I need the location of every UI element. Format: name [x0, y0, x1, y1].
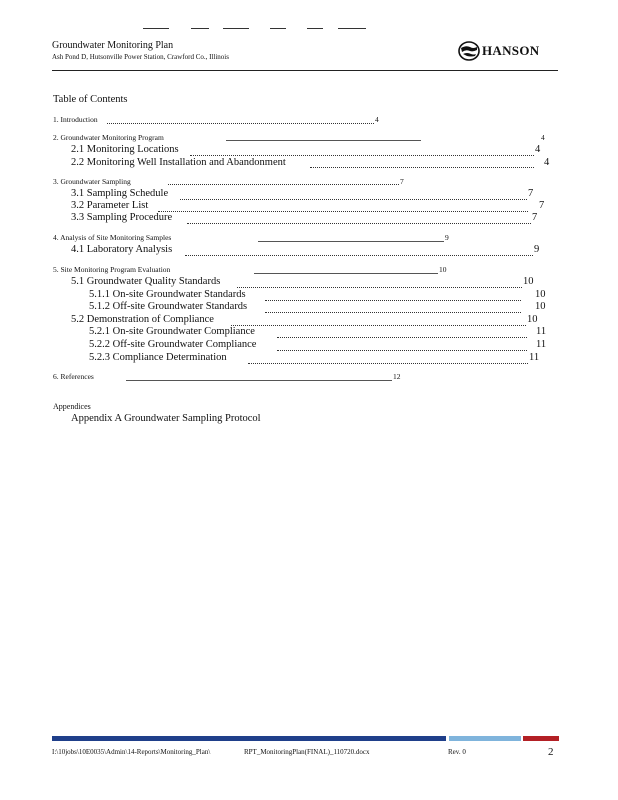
footer-revision: Rev. 0: [448, 748, 466, 756]
toc-entry-page: 9: [445, 233, 449, 242]
toc-entry-page: 7: [400, 177, 404, 186]
toc-entry-label[interactable]: 3.2 Parameter List: [71, 200, 149, 211]
toc-entry-page: 9: [534, 244, 540, 255]
toc-leader: [265, 300, 521, 301]
toc-entry-page: 10: [523, 276, 534, 287]
toc-entry-page: 4: [375, 115, 379, 124]
toc-entry-page: 10: [439, 265, 447, 274]
toc-entry-label[interactable]: 5.2 Demonstration of Compliance: [71, 314, 214, 325]
appendix-item[interactable]: Appendix A Groundwater Sampling Protocol: [71, 413, 261, 424]
footer-bar-red: [523, 736, 559, 741]
globe-icon: [458, 41, 480, 61]
toc-leader: [158, 211, 528, 212]
toc-entry-page: 11: [529, 352, 540, 363]
page-number: 2: [548, 746, 554, 758]
toc-leader: [277, 337, 527, 338]
header-rule: [52, 70, 558, 71]
toc-leader: [168, 184, 399, 185]
toc-leader: [248, 363, 528, 364]
toc-entry-page: 4: [535, 144, 541, 155]
toc-entry-label[interactable]: 1. Introduction: [53, 115, 98, 124]
toc-entry-label[interactable]: 5.1 Groundwater Quality Standards: [71, 276, 221, 287]
toc-entry-page: 7: [539, 200, 545, 211]
toc-leader: [231, 325, 526, 326]
footer-path: I:\10jobs\10E0035\Admin\14-Reports\Monitoring_Plan\: [52, 748, 211, 756]
toc-leader: [277, 350, 527, 351]
footer-bar-navy: [52, 736, 446, 741]
toc-entry-label[interactable]: 5.2.3 Compliance Determination: [89, 352, 227, 363]
appendices-heading: Appendices: [53, 402, 91, 411]
toc-entry-page: 4: [541, 133, 545, 142]
header-remnant: [270, 28, 286, 29]
header-remnant: [307, 28, 323, 29]
toc-entry-page: 4: [544, 157, 550, 168]
toc-entry-label[interactable]: 6. References: [53, 372, 94, 381]
toc-heading: Table of Contents: [53, 94, 128, 105]
toc-entry-page: 12: [393, 372, 401, 381]
toc-leader: [126, 380, 392, 381]
toc-entry-label[interactable]: 5.2.2 Off-site Groundwater Compliance: [89, 339, 257, 350]
document-subtitle: Ash Pond D, Hutsonville Power Station, Crawford Co., Illinois: [52, 53, 229, 61]
logo-wordmark: HANSON: [482, 43, 540, 58]
toc-leader: [310, 167, 534, 168]
toc-entry-label[interactable]: 5.1.2 Off-site Groundwater Standards: [89, 301, 248, 312]
toc-entry-label[interactable]: 5.2.1 On-site Groundwater Compliance: [89, 326, 255, 337]
document-title: Groundwater Monitoring Plan: [52, 40, 174, 51]
toc-leader: [254, 273, 438, 274]
toc-entry-label[interactable]: 3.1 Sampling Schedule: [71, 188, 169, 199]
toc-entry-page: 7: [532, 212, 538, 223]
toc-entry-page: 10: [527, 314, 538, 325]
toc-entry-page: 11: [536, 326, 547, 337]
toc-entry-page: 7: [528, 188, 534, 199]
header-remnant: [143, 28, 169, 29]
toc-leader: [187, 223, 531, 224]
toc-leader: [185, 255, 533, 256]
toc-leader: [265, 312, 521, 313]
toc-entry-label[interactable]: 4. Analysis of Site Monitoring Samples: [53, 233, 172, 242]
toc-entry-page: 10: [535, 289, 546, 300]
toc-leader: [180, 199, 527, 200]
toc-leader: [226, 140, 421, 141]
toc-leader: [237, 287, 522, 288]
toc-entry-label[interactable]: 2.2 Monitoring Well Installation and Abandonment: [71, 157, 286, 168]
footer-filename: RPT_MonitoringPlan(FINAL)_110720.docx: [244, 748, 370, 756]
toc-entry-label[interactable]: 5.1.1 On-site Groundwater Standards: [89, 289, 246, 300]
toc-leader: [258, 241, 444, 242]
header-remnant: [223, 28, 249, 29]
header-remnant: [338, 28, 366, 29]
toc-entry-label[interactable]: 4.1 Laboratory Analysis: [71, 244, 173, 255]
company-logo: [458, 40, 539, 62]
toc-entry-label[interactable]: 5. Site Monitoring Program Evaluation: [53, 265, 171, 274]
toc-entry-label[interactable]: 2. Groundwater Monitoring Program: [53, 133, 164, 142]
toc-entry-page: 10: [535, 301, 546, 312]
toc-leader: [190, 155, 534, 156]
footer-bar-lightblue: [449, 736, 521, 741]
header-remnant: [191, 28, 209, 29]
toc-entry-label[interactable]: 3. Groundwater Sampling: [53, 177, 131, 186]
toc-leader: [107, 123, 374, 124]
toc-entry-label[interactable]: 3.3 Sampling Procedure: [71, 212, 173, 223]
toc-entry-page: 11: [536, 339, 547, 350]
toc-entry-label[interactable]: 2.1 Monitoring Locations: [71, 144, 179, 155]
